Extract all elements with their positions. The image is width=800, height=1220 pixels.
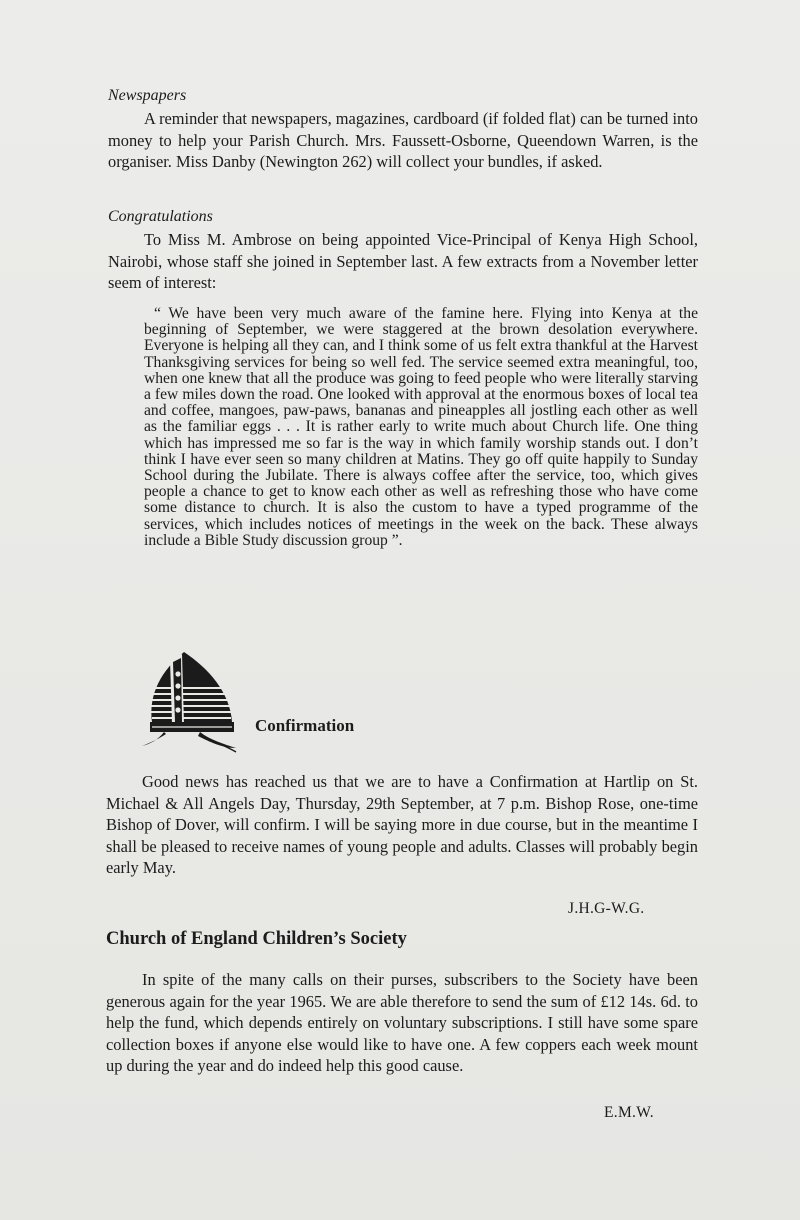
congratulations-heading: Congratulations bbox=[108, 208, 213, 225]
childrens-society-signature: E.M.W. bbox=[604, 1104, 654, 1121]
bishop-mitre-icon bbox=[140, 648, 240, 758]
congratulations-section bbox=[108, 208, 698, 294]
childrens-society-heading: Church of England Children’s Society bbox=[106, 929, 407, 949]
confirmation-heading: Confirmation bbox=[255, 716, 355, 735]
congratulations-body: To Miss M. Ambrose on being appointed Vice-Principal of Kenya High School, Nairobi, whose staff she joined in September last. A few extracts from a November letter seem of interest: bbox=[108, 230, 698, 293]
confirmation-section bbox=[108, 771, 698, 879]
newspapers-body: A reminder that newspapers, magazines, cardboard (if folded flat) can be turned into money to help your Parish Church. Mrs. Faussett-Osborne, Queendown Warren, is the organiser. Miss Danby (Newington 262) will collect your bundles, if asked. bbox=[108, 109, 698, 172]
newspapers-heading: Newspapers bbox=[108, 87, 187, 104]
newspapers-section bbox=[108, 87, 698, 173]
childrens-society-body: In spite of the many calls on their purses, subscribers to the Society have been generous again for the year 1965. We are able therefore to send the sum of £12 14s. 6d. to help the fund, which depends entirely on voluntary subscriptions. I still have some spare collection boxes if anyone else would like to have one. A few coppers each week mount up during the year and do indeed help this good cause. bbox=[106, 970, 698, 1076]
childrens-society-section bbox=[108, 969, 698, 1077]
confirmation-body: Good news has reached us that we are to have a Confirmation at Hartlip on St. Michael & All Angels Day, Thursday, 29th September, at 7 p.m. Bishop Rose, one-time Bishop of Dover, will confirm. I will be saying more in due course, but in the meantime I shall be pleased to receive names of young people and adults. Classes will probably begin early May. bbox=[106, 772, 698, 878]
confirmation-signature: J.H.G-W.G. bbox=[568, 900, 645, 917]
kenya-letter-quote: “ We have been very much aware of the famine here. Flying into Kenya at the beginning of September, we were staggered at the brown desolation everywhere. Everyone is helping all they can, and I think some of us felt extra thankful at the Harvest Thanksgiving services for being so well fed. The service seemed extra meaningful, too, when one knew that all the produce was going to feed people who were literally starving a few miles down the road. One looked with approval at the enormous boxes of local tea and coffee, mangoes, paw-paws, bananas and pineapples all jostling each other as well as the familiar eggs . . . It is rather early to write much about Church life. One thing which has impressed me so far is the way in which family worship stands out. I don’t think I have ever seen so many children at Matins. They go off quite happily to Sunday School during the Jubilate. There is always coffee after the service, too, which gives people a chance to get to know each other as well as refreshing those who have come some distance to church. It is also the custom to have a typed programme of the services, which includes notices of meetings in the week on the back. These always include a Bible Study discussion group ”. bbox=[144, 305, 698, 549]
